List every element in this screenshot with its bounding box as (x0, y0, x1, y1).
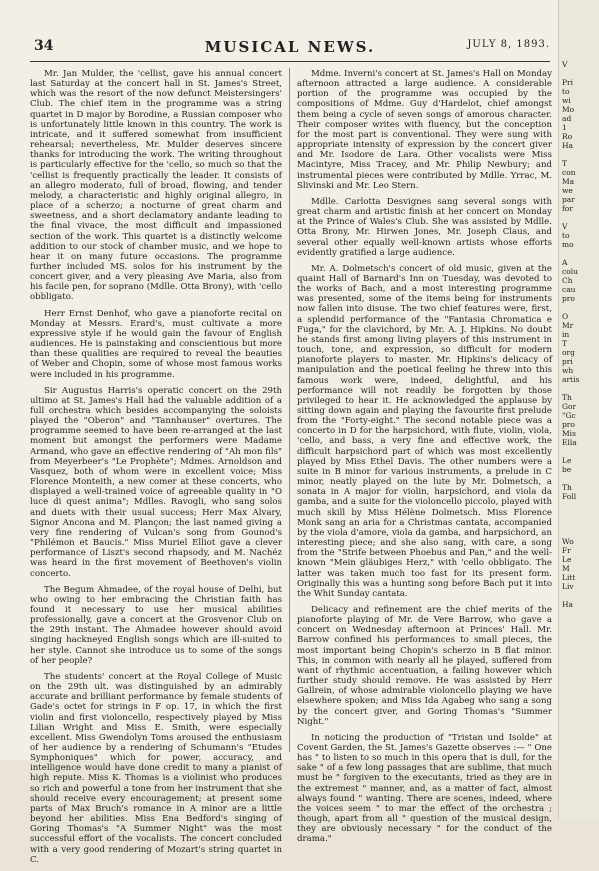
page-header (30, 38, 550, 56)
edge-text-fragment (559, 213, 599, 222)
article-paragraph: In noticing the production of "Tristan und Isolde" at Covent Garden, the St. James's Gazette observes :— " One has " to listen to so much in this opera that is dull, for the sake " of a few long passages that are sublime, that much must be " forgiven to the executants, tried as they are in the extremest " manner, and, as a matter of fact, almost always found " wanting. There are scenes, indeed, where the voices seem " to mar the effect of the orchestra ; though, apart from all " question of the musical design, they are obviously necessary " for the conduct of the drama." (297, 732, 552, 845)
edge-text-fragment: pro (562, 420, 575, 429)
edge-text-fragment (559, 591, 599, 600)
edge-text-fragment: T (562, 339, 568, 348)
edge-text-fragment: Mis (562, 429, 576, 438)
edge-text-fragment: par (562, 195, 575, 204)
article-paragraph: Delicacy and refinement are the chief merits of the pianoforte playing of Mr. de Vere Barrow, who gave a concert on Wednesday afternoon at Princes' Hall. Mr. Barrow confined his performances to small pieces, the most important being Chopin's scherzo in B flat minor. This, in common with nearly all he played, suffered from want of rhythmic accentuation, a failing however which further study should remove. He was assisted by Herr Gallrein, of whose admirable violoncello playing we have elsewhere spoken; and Miss Ida Agabeg who sang a song by the concert giver, and Goring Thomas's "Summer Night." (297, 604, 552, 727)
edge-text-fragment: Fr (562, 546, 571, 555)
article-paragraph: Mdlle. Carlotta Desvignes sang several songs with great charm and artistic finish at her concert on Monday at the Prince of Wales's Club. She was assisted by Mdlle. Otta Brony, Mr. Hirwen Jones, Mr. Joseph Claus, and several other equally well-known artists whose efforts evidently gratified a large audience. (297, 196, 552, 258)
right-column (297, 69, 552, 851)
edge-text-fragment (559, 447, 599, 456)
edge-text-fragment: M (562, 564, 570, 573)
article-paragraph: The Begum Ahmadee, of the royal house of Delhi, but who owing to her embracing the Christian faith has found it necessary to use her musical abilities professionally, gave a concert at the Grosvenor Club on the 29th instant. The Ahmadee however should avoid singing hackneyed English songs which are ill-suited to her style. Cannot she introduce us to some of the songs of her people? (30, 584, 282, 666)
edge-text-fragment: we (562, 186, 573, 195)
edge-text-fragment: O (562, 312, 569, 321)
edge-text-fragment: con (562, 168, 576, 177)
edge-text-fragment (559, 501, 599, 510)
edge-text-fragment (559, 384, 599, 393)
edge-text-fragment: Ma (562, 177, 575, 186)
edge-text-fragment (559, 519, 599, 528)
edge-text-fragment: 1 (562, 123, 567, 132)
edge-text-fragment: colu (562, 267, 578, 276)
edge-text-fragment (559, 528, 599, 537)
edge-text-fragment (559, 69, 599, 78)
article-paragraph: Mdme. Inverni's concert at St. James's Hall on Monday afternoon attracted a large audience. A considerable portion of the programme was occupied by the compositions of Mdme. Guy d'Hardelot, chief amongst them being a cycle of seven songs of amorous character. Their composer writes with fluency, but the conception for the most part is conventional. They were sung with appropriate intensity of expression by the concert giver and Mr. Isodore de Lara. Other vocalists were Miss Macintyre, Miss Tracey, and Mr. Philip Newbury; and instrumental pieces were contributed by Mdlle. Yrrac, M. Slivinski and Mr. Leo Stern. (297, 69, 552, 191)
edge-text-fragment: A (562, 258, 568, 267)
edge-text-fragment: Ch (562, 276, 573, 285)
edge-text-fragment (559, 150, 599, 159)
issue-date: JULY 8, 1893. (467, 39, 550, 50)
edge-text-fragment: for (562, 204, 573, 213)
edge-text-fragment: artis (562, 375, 580, 384)
edge-text-fragment (559, 474, 599, 483)
page-number: 34 (34, 38, 54, 54)
edge-text-fragment: Foll (562, 492, 577, 501)
article-paragraph: Herr Ernst Denhof, who gave a pianoforte recital on Monday at Messrs. Erard's, must cultivate a more expressive style if he would gain the favour of English audiences. He is painstaking and conscientious but more than these qualities are required to reveal the beauties of Weber and Chopin, some of whose most famous works were included in his programme. (30, 308, 282, 380)
edge-text-fragment (559, 249, 599, 258)
edge-text-fragment: Mo (562, 105, 575, 114)
article-paragraph: Mr. Jan Mulder, the 'cellist, gave his annual concert last Saturday at the concert hall in St. James's Street, which was the resort of the now defunct Meistersingers' Club. The chief item in the programme was a string quartet in D major by Borodine, a Russian composer who is unfortunately little known in this country. The work is intricate, and it suffered somewhat from insufficient rehearsal; nevertheless, Mr. Mulder deserves sincere thanks for introducing the work. The writing throughout is particularly effective for the 'cello, so much so that the 'cellist is frequently practically the leader. It consists of an allegro moderato, full of broad, flowing, and tender melody, a characteristic and highly original allegro, in place of a scherzo; a nocturne of great charm and sweetness, and a short declamatory andante leading to the final vivace, the most difficult and impassioned section of the work. This quartet is a distinctly welcome addition to our stock of chamber music, and we hope to hear it on many future occasions. The programme further included MS. solos for his instrument by the concert giver, and a very pleasing Ave Maria, also from his facile pen, for soprano (Mdlle. Otta Brony), with 'cello obbligato. (30, 69, 282, 303)
edge-text-fragment: Litt (562, 573, 576, 582)
facing-page-edge (558, 0, 599, 820)
edge-text-fragment: org (562, 348, 575, 357)
edge-text-fragment: Wo (562, 537, 574, 546)
edge-text-fragment (559, 510, 599, 519)
article-paragraph: Mr. A. Dolmetsch's concert of old music, given at the quaint Hall of Barnard's Inn on Tuesday, was devoted to the works of Bach, and a most interesting programme was presented, some of the items being for instruments now fallen into disuse. The two chief features were, first, a splendid performance of the "Fantasia Chromatica e Fuga," for the clavichord, by Mr. A. J. Hipkins. No doubt he stands first among living players of this instrument in touch, tone, and expression, so difficult for modern pianoforte players to master. Mr. Hipkins's delicacy of manipulation and the poetical feeling he threw into this famous work were, indeed, delightful, and his performance will not readily be forgotten by those privileged to hear it. He acknowledged the applause by sitting down again and playing the favourite first prelude from the "Forty-eight." The second notable piece was a concerto in D for the harpsichord, with flute, violin, viola, 'cello, and bass, a very fine and effective work, the difficult harpsichord part of which was most excellently played by Miss Ethel Davis. The other numbers were a suite in B minor for various instruments, a prelude in C minor, neatly played on the lute by Mr. Dolmetsch, a sonata in A major for violin, harpsichord, and viola da gamba, and a suite for the violoncello piccolo, played with much skill by Miss Hélène Dolmetsch. Miss Florence Monk sang an aria for a Christmas cantata, accompanied by the viola d'amore, viola da gamba, and harpsichord, an interesting piece; and she also sang, with care, a song from the "Strife between Phoebus and Pan," and the well-known "Mein gläubiges Herz," with 'cello obbligato. The latter was taken much too fast for its present form. Originally this was a hunting song before Bach put it into the Whit Sunday cantata. (297, 263, 552, 599)
edge-text-fragment: to (562, 231, 570, 240)
edge-text-fragment: V (562, 60, 568, 69)
masthead-title: MUSICAL NEWS. (204, 38, 376, 56)
edge-text-fragment: "Gc (562, 411, 576, 420)
edge-text-fragment: pri (562, 357, 573, 366)
edge-text-fragment: pro (562, 294, 575, 303)
edge-text-fragment: mo (562, 240, 574, 249)
edge-text-fragment: Pri (562, 78, 574, 87)
edge-text-fragment: wh (562, 366, 574, 375)
edge-text-fragment: Ha (562, 141, 574, 150)
edge-text-fragment: Mr (562, 321, 574, 330)
article-paragraph: Sir Augustus Harris's operatic concert on the 29th ultimo at St. James's Hall had the valuable addition of a full orchestra which besides accompanying the soloists played the "Oberon" and "Tannhauser" overtures. The programme seemed to have been re-arranged at the last moment but amongst the performers were Madame Armand, who gave an effective rendering of "Ah mon fils" from Meyerbeer's "Le Prophète"; Mdmes. Arnoldson and Vasquez, both of whom were in excellent voice; Miss Florence Monteith, a new comer at these concerts, who displayed a well-trained voice of agreeable quality in "O luce di quest anima"; Mdlles. Ravogli, who sang solos and duets with their usual success; Herr Max Alvary, Signor Ancona and M. Plançon; the last named giving a very fine rendering of Vulcan's song from Gounod's "Philémon et Baucis." Miss Muriel Elliot gave a clever performance of Liszt's second rhapsody, and M. Nachéz was heard in the first movement of Beethoven's violin concerto. (30, 385, 282, 579)
edge-text-fragment: in (562, 330, 570, 339)
article-paragraph: The students' concert at the Royal College of Music on the 29th ult. was distinguished by an admirably accurate and brilliant performance by female students of Gade's octet for strings in F op. 17, in which the first violin and first violoncello, respectively played by Miss Lilian Wright and Miss E. Smith, were especially excellent. Miss Gwendolyn Toms aroused the enthusiasm of her audience by a rendering of Schumann's "Etudes Symphoniques" which for power, accuracy, and intelligence would have done credit to many a pianist of high repute. Miss K. Thomas is a violinist who produces so rich and powerful a tone from her instrument that she should receive every encouragement; at present some parts of Max Bruch's romance in A minor are a little beyond her abilities. Miss Ena Bedford's singing of Goring Thomas's "A Summer Night" was the most successful effort of the vocalists. The concert concluded with a very good rendering of Mozart's string quartet in C. (30, 671, 282, 865)
edge-text-fragment: Ro (562, 132, 573, 141)
edge-text-fragment: Liv (562, 582, 574, 591)
edge-text-fragment: ad (562, 114, 572, 123)
edge-text-fragment: wi (562, 96, 571, 105)
edge-text-fragment: Le (562, 456, 572, 465)
header-rule (30, 61, 550, 62)
column-divider (289, 68, 290, 752)
edge-text-fragment: cau (562, 285, 576, 294)
edge-text-fragment: be (562, 465, 572, 474)
edge-text-fragment: Th (562, 393, 572, 402)
edge-text-fragment: to (562, 87, 570, 96)
edge-text-fragment: Th (562, 483, 572, 492)
edge-text-fragment: Le (562, 555, 572, 564)
edge-text-fragment: Gor (562, 402, 577, 411)
edge-text-fragment: V (562, 222, 568, 231)
left-column (30, 69, 282, 871)
edge-text-fragment: Ella (562, 438, 577, 447)
edge-text-fragment: T (562, 159, 568, 168)
edge-text-fragment: Ha (562, 600, 574, 609)
edge-text-fragment (559, 303, 599, 312)
